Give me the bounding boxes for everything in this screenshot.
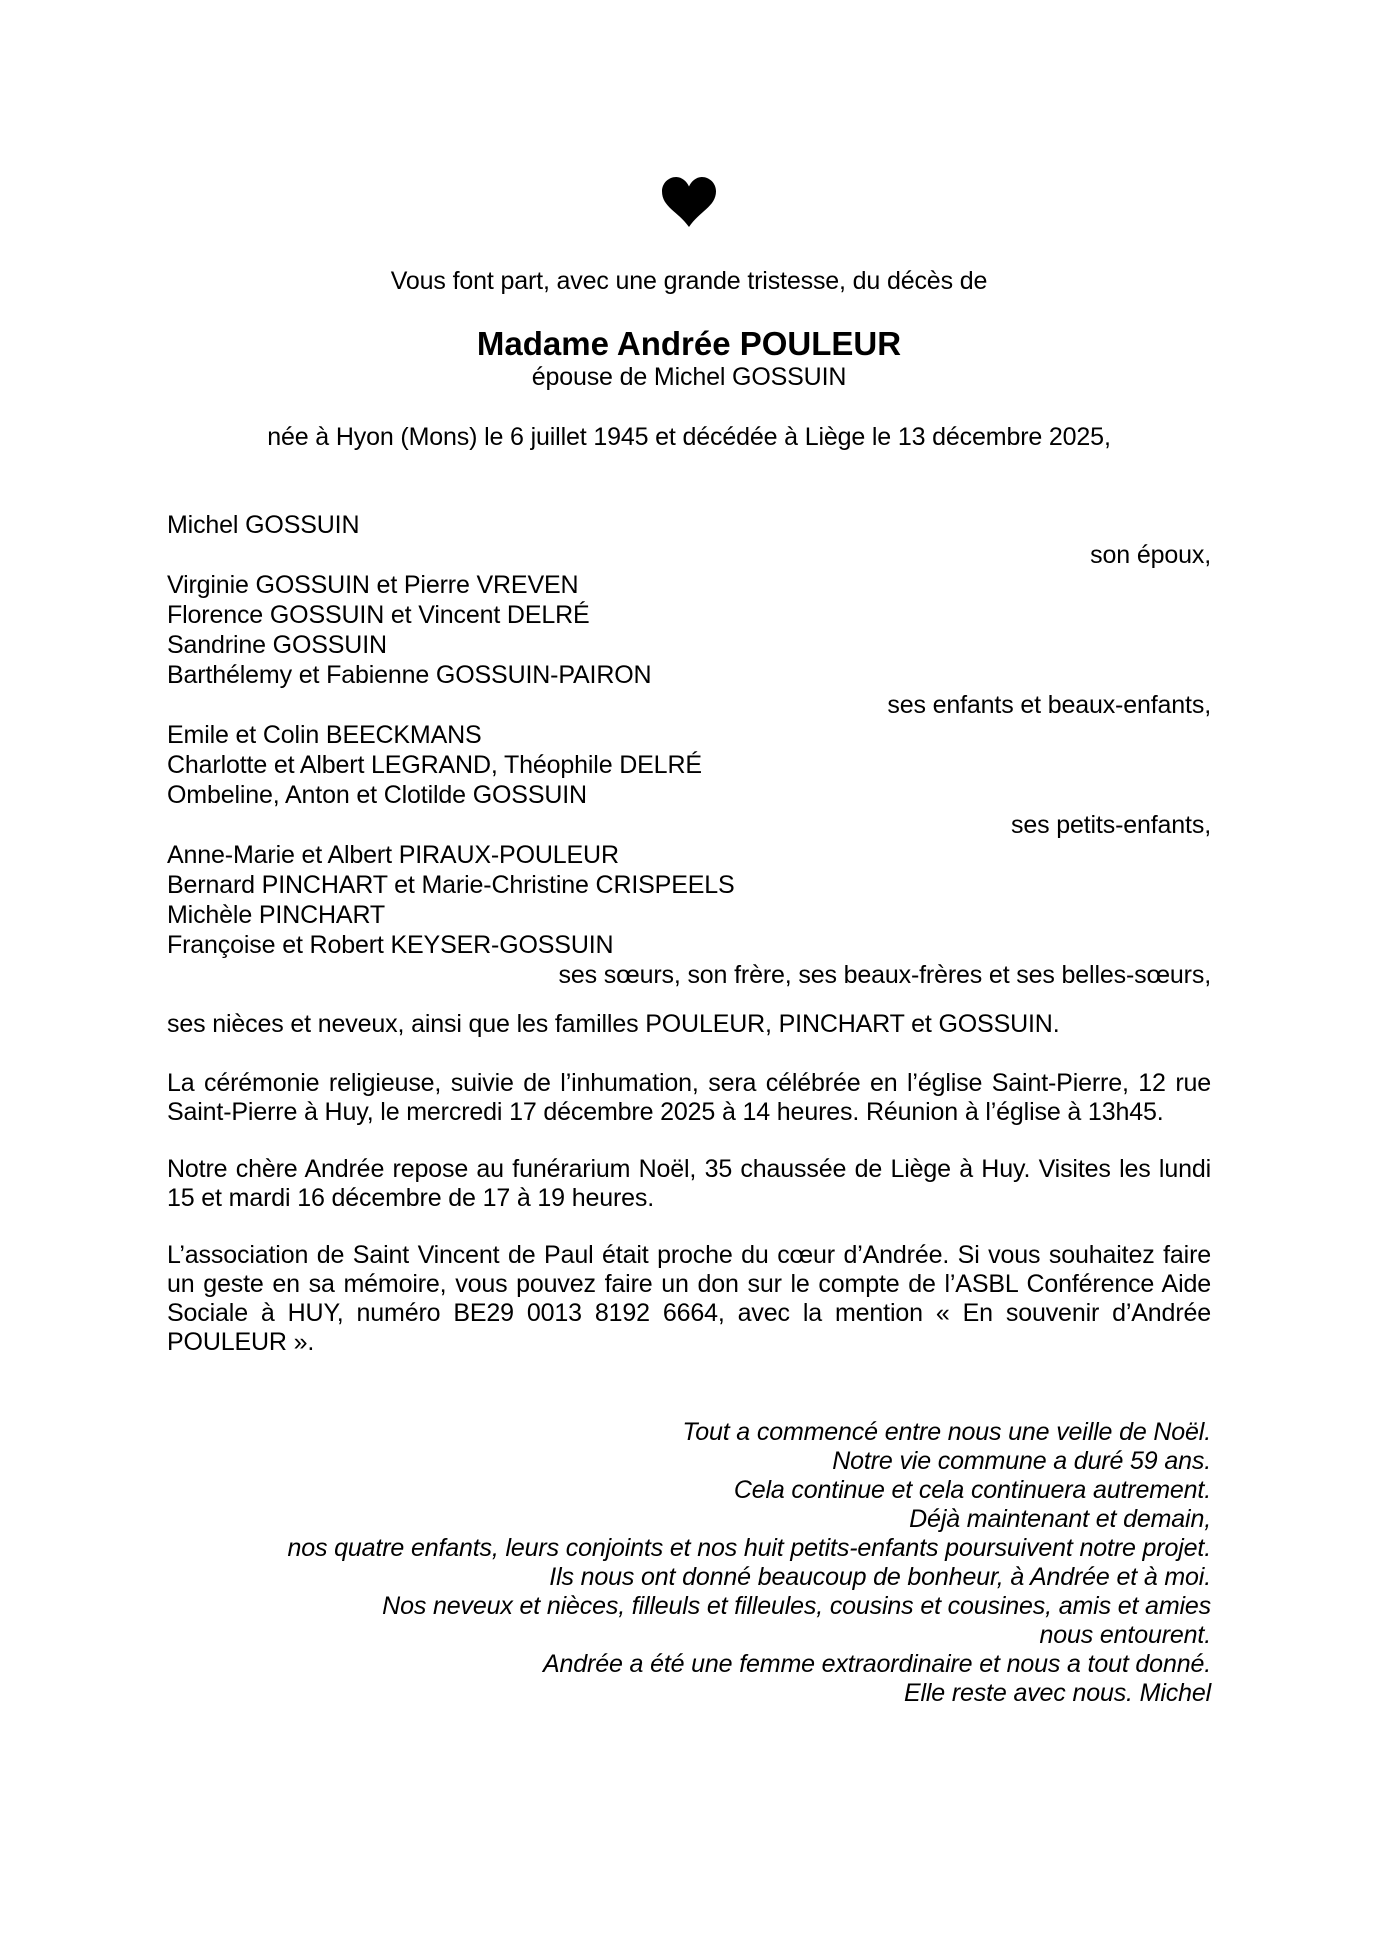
poem-line: nous entourent. bbox=[1039, 1621, 1211, 1649]
family-names-line: Michel GOSSUIN bbox=[167, 511, 360, 539]
obituary-content bbox=[167, 0, 1211, 1708]
poem-line: Tout a commencé entre nous une veille de Noël. bbox=[682, 1418, 1211, 1446]
ceremony-paragraph: La cérémonie religieuse, suivie de l’inhumation, sera célébrée en l’église Saint-Pierre, 12 rue Saint-Pierre à Huy, le mercredi 17 décembre 2025 à 14 heures. Réunion à l’église à 13h45. bbox=[167, 1069, 1211, 1126]
memorial-poem bbox=[167, 1418, 1211, 1708]
family-names-line: Bernard PINCHART et Marie-Christine CRISPEELS bbox=[167, 871, 735, 899]
family-names-line: Virginie GOSSUIN et Pierre VREVEN bbox=[167, 571, 579, 599]
deceased-name: Madame Andrée POULEUR bbox=[476, 325, 902, 362]
family-names-line: Michèle PINCHART bbox=[167, 901, 386, 929]
family-names-line: Sandrine GOSSUIN bbox=[167, 631, 387, 659]
family-role-line: son époux, bbox=[1090, 541, 1211, 569]
family-role-line: ses sœurs, son frère, ses beaux-frères et ses belles-sœurs, bbox=[558, 961, 1211, 989]
family-names-line: Emile et Colin BEECKMANS bbox=[167, 721, 482, 749]
heart-icon-wrap bbox=[167, 0, 1211, 227]
family-list bbox=[167, 510, 1211, 990]
poem-line: Andrée a été une femme extraordinaire et nous a tout donné. bbox=[543, 1650, 1211, 1678]
family-names-line: Françoise et Robert KEYSER-GOSSUIN bbox=[167, 931, 614, 959]
poem-line: Déjà maintenant et demain, bbox=[909, 1505, 1211, 1533]
family-names-line: Barthélemy et Fabienne GOSSUIN-PAIRON bbox=[167, 661, 652, 689]
funerarium-paragraph: Notre chère Andrée repose au funérarium Noël, 35 chaussée de Liège à Huy. Visites les lundi 15 et mardi 16 décembre de 17 à 19 heures. bbox=[167, 1155, 1211, 1212]
poem-line: Ils nous ont donné beaucoup de bonheur, à Andrée et à moi. bbox=[549, 1563, 1211, 1591]
family-role-line: ses petits-enfants, bbox=[1010, 811, 1211, 839]
family-names-line: Charlotte et Albert LEGRAND, Théophile DELRÉ bbox=[167, 751, 702, 779]
poem-line: Notre vie commune a duré 59 ans. bbox=[832, 1447, 1211, 1475]
donation-paragraph: L’association de Saint Vincent de Paul était proche du cœur d’Andrée. Si vous souhaitez faire un geste en sa mémoire, vous pouvez faire un don sur le compte de l’ASBL Conférence Aide Sociale à HUY, numéro BE29 0013 8192 6664, avec la mention « En souvenir d’Andrée POULEUR ». bbox=[167, 1241, 1211, 1356]
family-names-line: Ombeline, Anton et Clotilde GOSSUIN bbox=[167, 781, 587, 809]
birth-death-line: née à Hyon (Mons) le 6 juillet 1945 et décédée à Liège le 13 décembre 2025, bbox=[267, 423, 1111, 451]
poem-line: Nos neveux et nièces, filleuls et filleules, cousins et cousines, amis et amies bbox=[382, 1592, 1211, 1620]
poem-line: Cela continue et cela continuera autrement. bbox=[733, 1476, 1211, 1504]
spouse-line: épouse de Michel GOSSUIN bbox=[531, 363, 847, 391]
family-names-line: Florence GOSSUIN et Vincent DELRÉ bbox=[167, 601, 590, 629]
poem-line: nos quatre enfants, leurs conjoints et nos huit petits-enfants poursuivent notre projet. bbox=[287, 1534, 1211, 1562]
heart-icon bbox=[662, 177, 716, 227]
poem-line: Elle reste avec nous. Michel bbox=[903, 1679, 1211, 1707]
family-names-line: Anne-Marie et Albert PIRAUX-POULEUR bbox=[167, 841, 619, 869]
families-line: ses nièces et neveux, ainsi que les familles POULEUR, PINCHART et GOSSUIN. bbox=[167, 1010, 1060, 1038]
announcement-line: Vous font part, avec une grande tristesse, du décès de bbox=[390, 267, 988, 295]
family-role-line: ses enfants et beaux-enfants, bbox=[887, 691, 1211, 719]
